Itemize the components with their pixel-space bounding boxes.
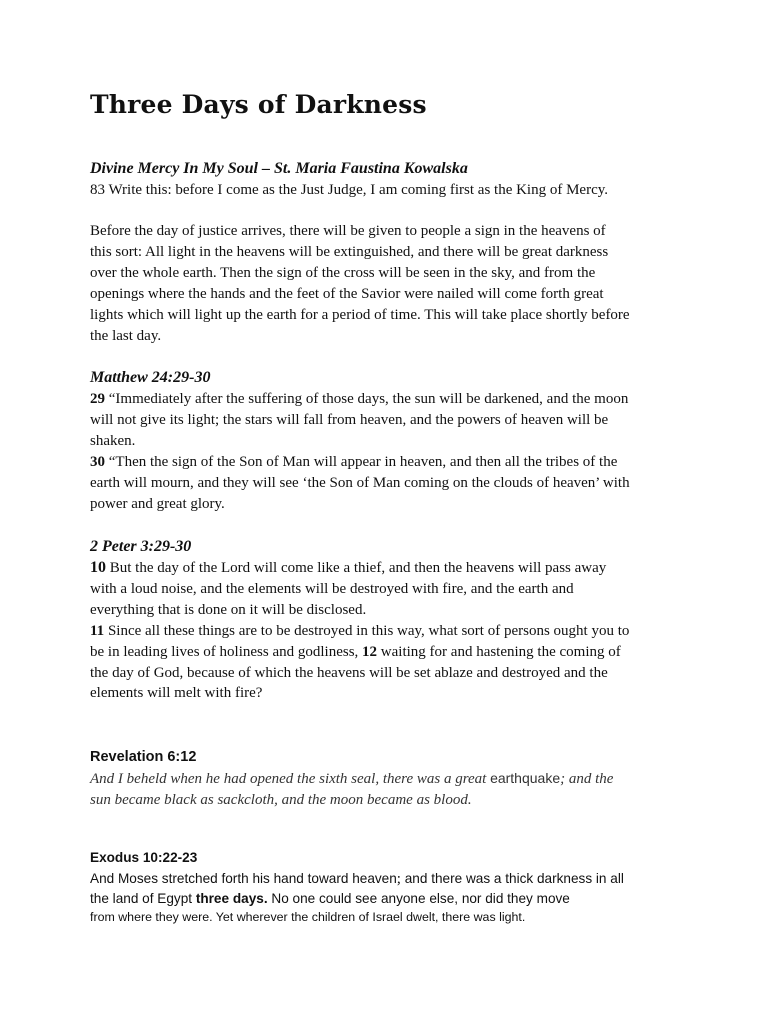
peter-verses [90, 558, 690, 704]
text-segment: and there was a thick darkness in all [400, 871, 624, 886]
text-line: lights which will light up the earth for a period of time. This will take place shortly before [90, 306, 630, 323]
text-line: sun became black as sackcloth, and the moon became as blood. [90, 791, 472, 808]
revelation-section [90, 748, 690, 811]
verse-number: 11 [90, 622, 105, 639]
text-line: elements will melt with fire? [90, 685, 263, 702]
revelation-text [90, 768, 690, 811]
text-line: shaken. [90, 432, 136, 449]
text-line: over the whole earth. Then the sign of the cross will be seen in the sky, and from the [90, 264, 596, 281]
faustina-line1: 83 Write this: before I come as the Just Judge, I am coming first as the King of Mercy. [90, 182, 609, 198]
page-title: Three Days of Darkness [90, 90, 427, 119]
text-line [90, 768, 690, 790]
text-line: the last day. [90, 327, 162, 344]
faustina-heading: Divine Mercy In My Soul – St. Maria Faustina Kowalska [90, 160, 468, 177]
text-segment: earthquake [490, 770, 561, 786]
exodus-heading: Exodus 10:22-23 [90, 850, 198, 865]
matthew-verses [90, 389, 690, 514]
text-line: from where they were. Yet wherever the children of Israel dwelt, there was light. [90, 910, 526, 924]
text-segment: No one could see anyone else, nor did they move [267, 891, 570, 906]
verse-number: 29 [90, 391, 105, 407]
verse-text: “Then the sign of the Son of Man will appear in heaven, and then all the tribes of the [105, 453, 618, 470]
text-line: with a loud noise, and the elements will be destroyed with fire, and the earth and [90, 580, 574, 597]
text-line: this sort: All light in the heavens will be extinguished, and there will be great darkness [90, 243, 609, 260]
text-line: Before the day of justice arrives, there will be given to people a sign in the heavens of [90, 223, 606, 239]
verse-text: But the day of the Lord will come like a thief, and then the heavens will pass away [106, 560, 607, 576]
verse-number: 30 [90, 453, 105, 470]
peter-section [90, 537, 690, 704]
verse-10-line [90, 558, 690, 579]
verse-29-line [90, 389, 690, 410]
verse-text: “Immediately after the suffering of those days, the sun will be darkened, and the moon [105, 391, 629, 407]
faustina-paragraph [90, 221, 690, 346]
verse-11-line [90, 621, 690, 642]
text-segment: And I beheld when he had opened the sixth seal, there was a great [90, 771, 491, 787]
exodus-text [90, 869, 690, 927]
text-segment: And Moses stretched forth his hand toward heaven [90, 871, 397, 886]
faustina-section [90, 159, 690, 201]
verse-12-line [90, 642, 690, 663]
verse-number: 10 [90, 559, 106, 576]
text-line: will not give its light; the stars will fall from heaven, and the powers of heaven will be [90, 411, 609, 428]
verse-text: Since all these things are to be destroyed in this way, what sort of persons ought you to [104, 622, 630, 639]
text-line: openings where the hands and the feet of the Savior were nailed will come forth great [90, 285, 604, 302]
text-segment: ; and the [560, 771, 614, 787]
matthew-section [90, 368, 690, 514]
verse-text: waiting for and hastening the coming of [377, 643, 621, 660]
text-line: the day of God, because of which the heavens will be set ablaze and destroyed and the [90, 664, 608, 681]
matthew-heading: Matthew 24:29-30 [90, 369, 211, 386]
verse-text: be in leading lives of holiness and godliness, [90, 643, 363, 660]
text-segment: three days. [195, 891, 268, 906]
text-line [90, 889, 690, 908]
text-segment: ; [396, 871, 401, 887]
text-line: everything that is done on it will be disclosed. [90, 601, 367, 618]
exodus-section [90, 849, 690, 927]
verse-number: 12 [362, 643, 378, 660]
peter-heading: 2 Peter 3:29-30 [90, 538, 192, 555]
verse-30-line [90, 452, 690, 473]
text-segment: the land of Egypt [90, 891, 196, 906]
text-line: earth will mourn, and they will see ‘the Son of Man coming on the clouds of heaven’ with [90, 474, 630, 491]
text-line [90, 869, 690, 889]
text-line: power and great glory. [90, 495, 225, 512]
revelation-heading: Revelation 6:12 [90, 749, 197, 765]
